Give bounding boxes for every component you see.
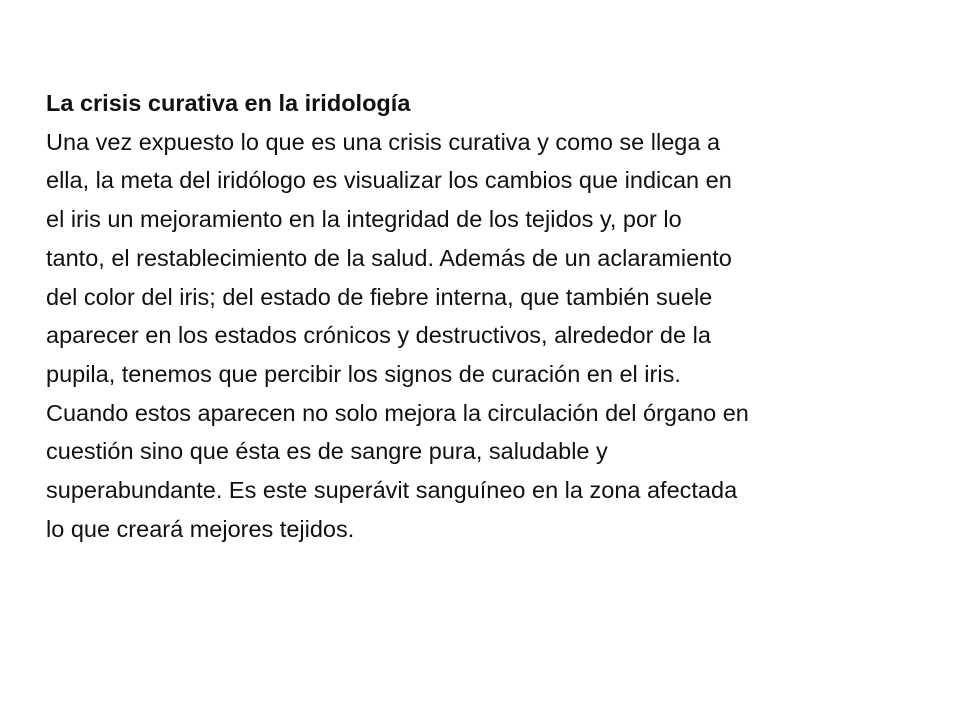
body-line: superabundante. Es este superávit sanguíneo en la zona afectada: [46, 477, 738, 504]
body-line: pupila, tenemos que percibir los signos de curación en el iris.: [46, 360, 681, 387]
body-line: lo que creará mejores tejidos.: [46, 515, 355, 542]
document-title: La crisis curativa en la iridología: [46, 90, 411, 116]
text-block: [46, 84, 926, 548]
body-line: Cuando estos aparecen no solo mejora la circulación del órgano en: [46, 399, 749, 426]
body-line: aparecer en los estados crónicos y destructivos, alrededor de la: [46, 322, 711, 349]
body-line: del color del iris; del estado de fiebre interna, que también suele: [46, 283, 713, 310]
body-line: ella, la meta del iridólogo es visualizar los cambios que indican en: [46, 167, 732, 194]
body-line: el iris un mejoramiento en la integridad de los tejidos y, por lo: [46, 206, 682, 233]
body-line: cuestión sino que ésta es de sangre pura, saludable y: [46, 438, 608, 465]
body-line: tanto, el restablecimiento de la salud. Además de un aclaramiento: [46, 244, 732, 271]
body-line: Una vez expuesto lo que es una crisis curativa y como se llega a: [46, 128, 721, 155]
